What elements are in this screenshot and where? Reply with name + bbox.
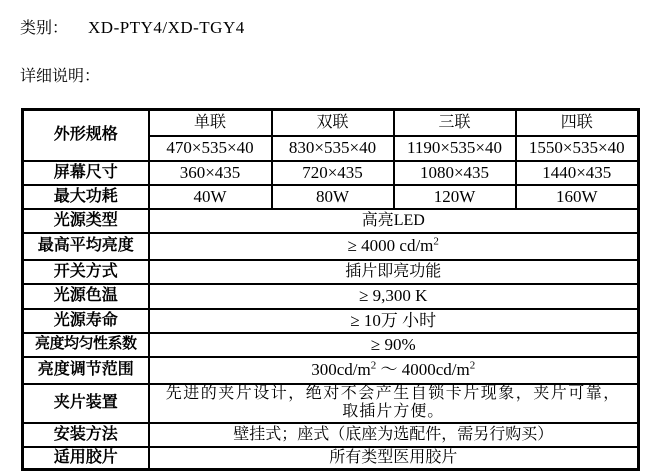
switch-mode-label: 开关方式 — [23, 260, 149, 284]
color-temp-label: 光源色温 — [23, 284, 149, 309]
adjust-range-label: 亮度调节范围 — [23, 357, 149, 384]
table-row-shape-header — [23, 110, 639, 136]
light-life-value: ≥ 10万 小时 — [149, 309, 639, 333]
max-power-single: 40W — [149, 185, 272, 209]
table-row-light-life — [23, 309, 639, 333]
light-type-value: 高亮LED — [149, 209, 639, 233]
shape-size-single: 470×535×40 — [149, 136, 272, 161]
category-value: XD-PTY4/XD-TGY4 — [88, 18, 245, 37]
table-row-clip-device — [23, 384, 639, 423]
uniformity-label: 亮度均匀性系数 — [23, 333, 149, 357]
applicable-film-value: 所有类型医用胶片 — [149, 447, 639, 470]
max-brightness-main: ≥ 4000 cd/m — [347, 236, 434, 256]
table-row-install-method — [23, 423, 639, 447]
table-row-switch-mode — [23, 260, 639, 284]
detail-label: 详细说明： — [20, 68, 101, 85]
spec-table — [21, 108, 640, 471]
shape-size-quad: 1550×535×40 — [516, 136, 639, 161]
adjust-range-value — [149, 357, 639, 384]
category-line — [20, 15, 245, 38]
light-life-label: 光源寿命 — [23, 309, 149, 333]
table-row-light-type — [23, 209, 639, 233]
table-row-color-temp — [23, 284, 639, 309]
light-type-label: 光源类型 — [23, 209, 149, 233]
clip-device-line1: 先进的夹片设计，绝对不会产生自锁卡片现象，夹片可靠， — [165, 385, 621, 403]
screen-size-single: 360×435 — [149, 161, 272, 185]
adjust-range-sup2: 2 — [469, 359, 476, 372]
table-row-adjust-range — [23, 357, 639, 384]
adjust-range-part2: ～ 4000cd/m — [376, 360, 470, 380]
max-power-label: 最大功耗 — [23, 185, 149, 209]
clip-device-value — [149, 384, 639, 423]
table-row-applicable-film — [23, 447, 639, 470]
column-header-single: 单联 — [149, 110, 272, 136]
uniformity-value: ≥ 90% — [149, 333, 639, 357]
column-header-double: 双联 — [272, 110, 394, 136]
shape-size-double: 830×535×40 — [272, 136, 394, 161]
max-power-quad: 160W — [516, 185, 639, 209]
column-header-triple: 三联 — [394, 110, 516, 136]
clip-device-line2: 取插片方便。 — [342, 403, 445, 420]
max-brightness-label: 最高平均亮度 — [23, 233, 149, 260]
adjust-range-sup1: 2 — [370, 359, 377, 372]
color-temp-value: ≥ 9,300 K — [149, 284, 639, 309]
table-row-max-brightness — [23, 233, 639, 260]
max-power-double: 80W — [272, 185, 394, 209]
screen-size-quad: 1440×435 — [516, 161, 639, 185]
max-brightness-value — [149, 233, 639, 260]
shape-size-triple: 1190×535×40 — [394, 136, 516, 161]
screen-size-label: 屏幕尺寸 — [23, 161, 149, 185]
switch-mode-value: 插片即亮功能 — [149, 260, 639, 284]
applicable-film-label: 适用胶片 — [23, 447, 149, 470]
shape-spec-label: 外形规格 — [23, 110, 149, 161]
table-row-max-power — [23, 185, 639, 209]
install-method-label: 安装方法 — [23, 423, 149, 447]
install-method-value: 壁挂式；座式（底座为选配件，需另行购买） — [149, 423, 639, 447]
table-row-uniformity — [23, 333, 639, 357]
max-brightness-sup: 2 — [433, 235, 439, 248]
table-row-screen-size — [23, 161, 639, 185]
category-label: 类别： — [20, 20, 69, 37]
screen-size-double: 720×435 — [272, 161, 394, 185]
max-power-triple: 120W — [394, 185, 516, 209]
column-header-quad: 四联 — [516, 110, 639, 136]
clip-device-label: 夹片装置 — [23, 384, 149, 423]
screen-size-triple: 1080×435 — [394, 161, 516, 185]
adjust-range-part1: 300cd/m — [311, 360, 371, 380]
